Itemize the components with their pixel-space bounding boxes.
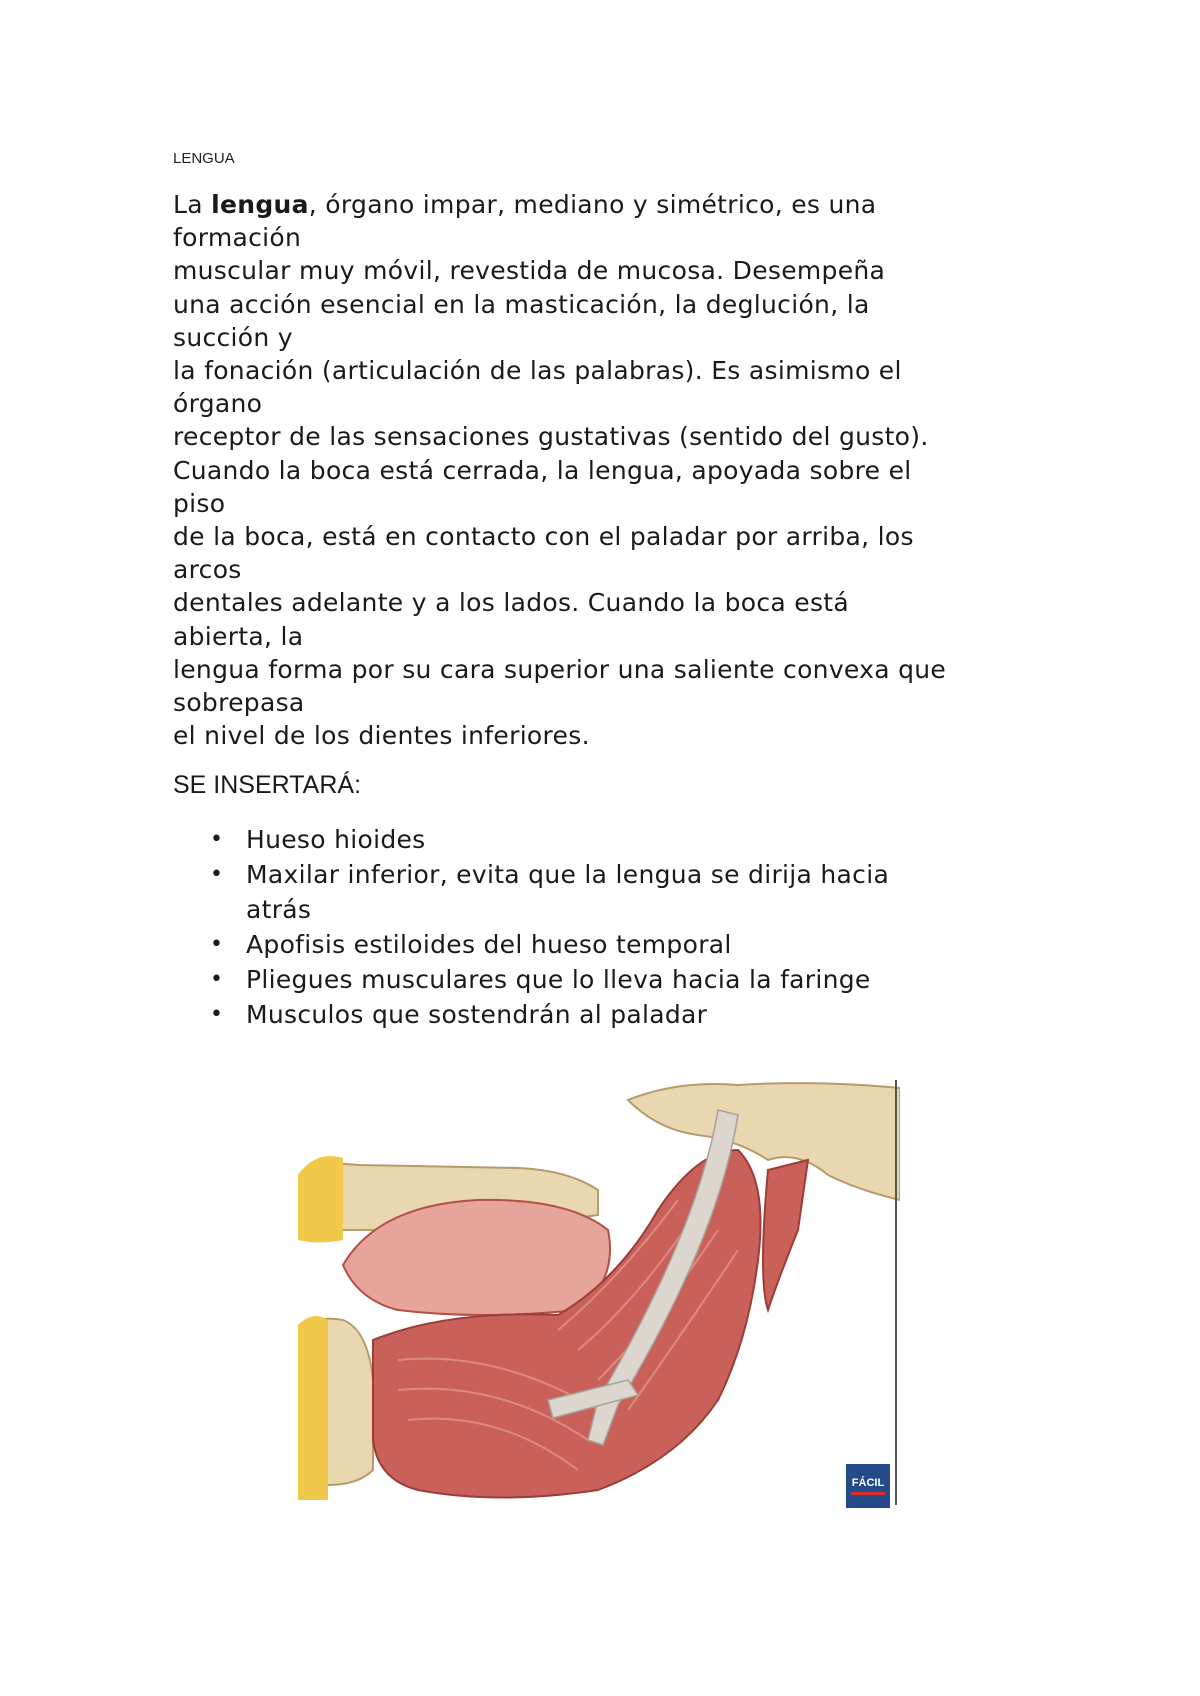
intro-paragraph [173, 188, 946, 752]
bullet-icon: • [210, 932, 224, 957]
bullet-icon: • [210, 1002, 224, 1027]
insertion-subheading: SE INSERTARÁ: [173, 771, 362, 799]
anatomy-figure [298, 1080, 900, 1505]
logo-bar [851, 1492, 885, 1495]
list-item: • Apofisis estiloides del hueso temporal [173, 927, 889, 962]
list-item: • Hueso hioides [173, 822, 889, 857]
bullet-icon: • [210, 862, 224, 887]
tongue-anatomy-illustration [298, 1080, 900, 1505]
intro-prefix: La [173, 190, 212, 219]
insertion-list [173, 822, 889, 1032]
document-heading: LENGUA [173, 150, 235, 167]
upper-fat-layer [298, 1156, 343, 1242]
bullet-icon: • [210, 827, 224, 852]
intro-bold-term: lengua [211, 190, 309, 219]
list-item: • Musculos que sostendrán al paladar [173, 997, 889, 1032]
bullet-icon: • [210, 967, 224, 992]
skull-base-shape [628, 1083, 900, 1200]
lower-fat-layer [298, 1316, 328, 1500]
pharynx-muscle-shape [763, 1160, 808, 1310]
list-item: • Pliegues musculares que lo lleva hacia la faringe [173, 962, 889, 997]
publisher-logo: FÁCIL [846, 1464, 890, 1508]
list-item: • Maxilar inferior, evita que la lengua se dirija hacia atrás [173, 857, 889, 927]
intro-rest: , órgano impar, mediano y simétrico, es una formación muscular muy móvil, revestida de mucosa. Desempeña una acción esencial en la masticación, la deglución, la succión y la fonación (articulación de las palabras). Es asimismo el órgano receptor de las sensaciones gustativas (sentido del gusto). Cuando la boca está cerrada, la lengua, apoyada sobre el piso de la boca, está en contacto con el paladar por arriba, los arcos dentales adelante y a los lados. Cuando la boca está abierta, la lengua forma por su cara superior una saliente convexa que sobrepasa el nivel de los dientes inferiores. [173, 190, 947, 751]
